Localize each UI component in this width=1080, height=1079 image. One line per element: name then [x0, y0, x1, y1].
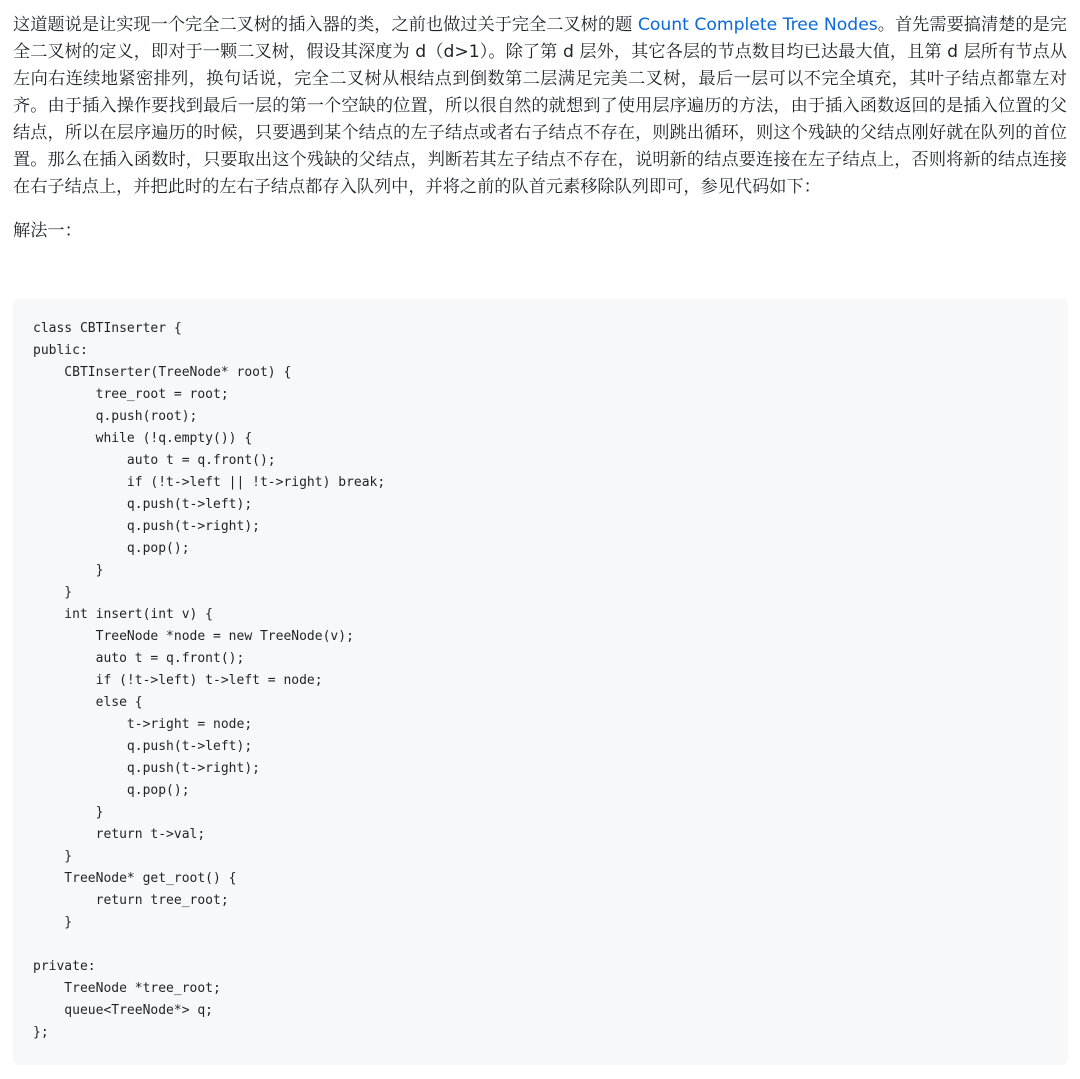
- code-line: }: [33, 915, 73, 930]
- code-line: if (!t->left || !t->right) break;: [33, 475, 386, 490]
- code-line: tree_root = root;: [33, 387, 229, 402]
- code-line: }: [33, 563, 104, 578]
- code-line: while (!q.empty()) {: [33, 431, 253, 446]
- code-line: q.pop();: [33, 783, 190, 798]
- code-line: }: [33, 585, 73, 600]
- code-line: return tree_root;: [33, 893, 229, 908]
- code-line: TreeNode *node = new TreeNode(v);: [33, 629, 354, 644]
- code-line: TreeNode *tree_root;: [33, 981, 221, 996]
- code-line: }: [33, 849, 73, 864]
- code-line: CBTInserter(TreeNode* root) {: [33, 365, 292, 380]
- code-line: public:: [33, 343, 88, 358]
- intro-paragraph: [13, 12, 1067, 201]
- code-line: class CBTInserter {: [33, 321, 182, 336]
- code-line: return t->val;: [33, 827, 206, 842]
- solution-heading: 解法一：: [13, 221, 82, 241]
- code-line: if (!t->left) t->left = node;: [33, 673, 323, 688]
- intro-text-after-link: 。首先需要搞清楚的是完全二叉树的定义，即对于一颗二叉树，假设其深度为 d（d>1）。除了第 d 层外，其它各层的节点数目均已达最大值，且第 d 层所有节点从左向右连续地紧密排列，换句话说，完全二叉树从根结点到倒数第二层满足完美二叉树，最后一层可以不完全填充，其叶子结点都靠左对齐。由于插入操作要找到最后一层的第一个空缺的位置，所以很自然的就想到了使用层序遍历的方法，由于插入函数返回的是插入位置的父结点，所以在层序遍历的时候，只要遇到某个结点的左子结点或者右子结点不存在，则跳出循环，则这个残缺的父结点刚好就在队列的首位置。那么在插入函数时，只要取出这个残缺的父结点，判断若其左子结点不存在，说明新的结点要连接在左子结点上，否则将新的结点连接在右子结点上，并把此时的左右子结点都存入队列中，并将之前的队首元素移除队列即可，参见代码如下：: [13, 15, 1067, 197]
- code-block: [13, 299, 1068, 1065]
- code-line: q.push(t->left);: [33, 497, 253, 512]
- code-line: [33, 934, 1048, 956]
- code-line: private:: [33, 959, 96, 974]
- code-line: q.pop();: [33, 541, 190, 556]
- code-line: int insert(int v) {: [33, 607, 214, 622]
- code-line: TreeNode* get_root() {: [33, 871, 237, 886]
- code-line: };: [33, 1025, 49, 1040]
- code-line: auto t = q.front();: [33, 651, 245, 666]
- intro-text-before-link: 这道题说是让实现一个完全二叉树的插入器的类，之前也做过关于完全二叉树的题: [13, 15, 638, 35]
- code-line: auto t = q.front();: [33, 453, 276, 468]
- code-line: q.push(root);: [33, 409, 198, 424]
- code-line: q.push(t->left);: [33, 739, 253, 754]
- code-line: else {: [33, 695, 143, 710]
- code-line: q.push(t->right);: [33, 761, 260, 776]
- code-line: queue<TreeNode*> q;: [33, 1003, 214, 1018]
- code-line: }: [33, 805, 104, 820]
- code-line: q.push(t->right);: [33, 519, 260, 534]
- code-line: t->right = node;: [33, 717, 253, 732]
- count-complete-tree-nodes-link[interactable]: Count Complete Tree Nodes: [637, 15, 878, 35]
